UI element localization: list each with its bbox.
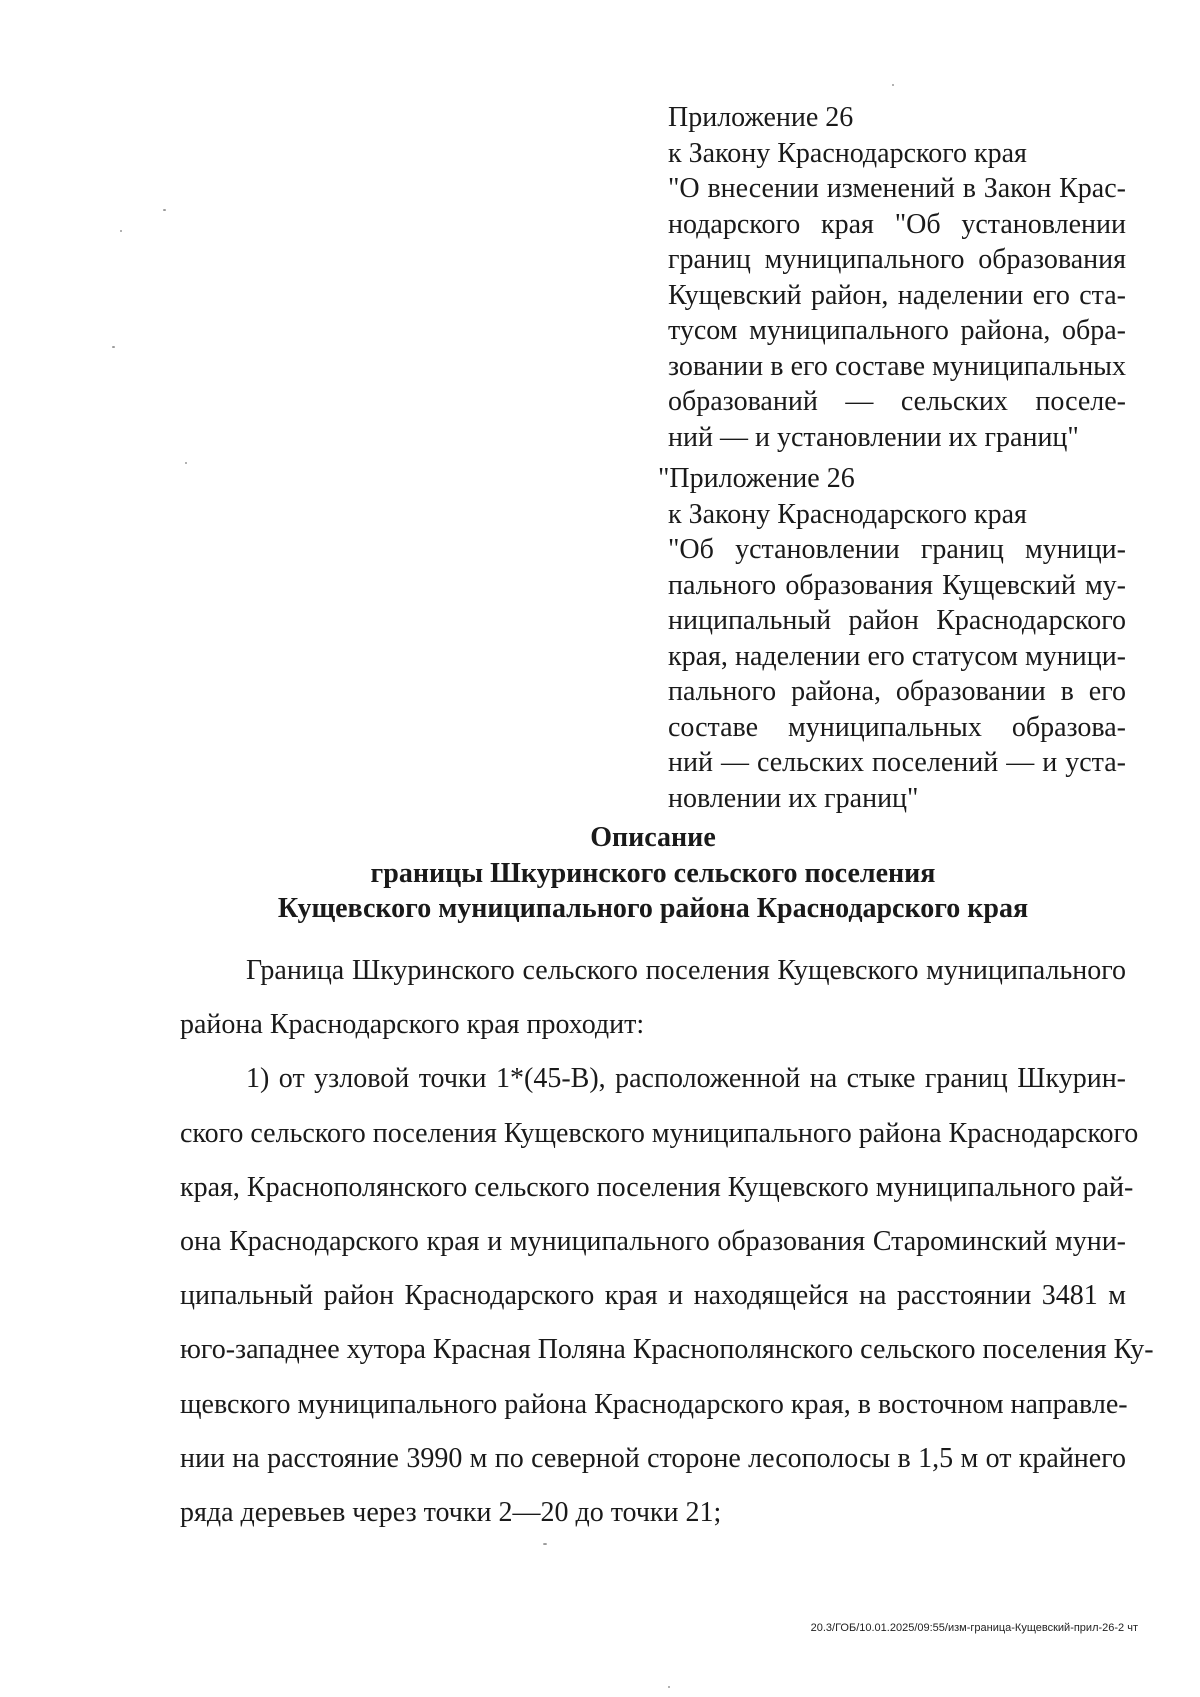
document-body bbox=[180, 944, 1154, 1540]
appendix-law-title-line: края, наделении его статусом муници- bbox=[668, 640, 1126, 672]
appendix-law-title-line: ний — сельских поселений — и уста- bbox=[668, 747, 1126, 778]
body-line: она Краснодарского края и муниципального образования Староминский муни- bbox=[180, 1226, 1126, 1258]
appendix-law-title-line: составе муниципальных образова- bbox=[668, 711, 1126, 743]
body-line: щевского муниципального района Краснодарского края, в восточном направле- bbox=[180, 1388, 1128, 1420]
title-line: Кущевского муниципального района Краснодарского края bbox=[277, 893, 1029, 924]
appendix-law-ref: к Закону Краснодарского края bbox=[668, 498, 1027, 530]
scan-speck bbox=[163, 209, 166, 211]
appendix-law-title-line: ний — и установлении их границ" bbox=[668, 421, 1079, 453]
appendix-law-title-line: новлении их границ" bbox=[668, 782, 919, 814]
appendix-law-title-line: границ муниципального образования bbox=[668, 244, 1126, 275]
title-line: Описание bbox=[590, 822, 716, 853]
appendix-header-previous bbox=[658, 461, 1126, 816]
appendix-law-ref: к Закону Краснодарского края bbox=[668, 137, 1027, 169]
body-line: нии на расстояние 3990 м по северной стороне лесополосы в 1,5 м от крайнего bbox=[180, 1442, 1126, 1474]
scan-speck bbox=[668, 1686, 670, 1688]
title-line: границы Шкуринского сельского поселения bbox=[370, 857, 936, 889]
appendix-law-title-line: нодарского края "Об установлении bbox=[668, 208, 1126, 240]
scan-speck bbox=[543, 1543, 547, 1545]
appendix-header-current bbox=[668, 100, 1126, 455]
appendix-law-title-line: тусом муниципального района, обра- bbox=[668, 315, 1126, 346]
body-line: ского сельского поселения Кущевского муниципального района Краснодарского bbox=[180, 1117, 1139, 1149]
appendix-law-title-line: зовании в его составе муниципальных bbox=[668, 350, 1126, 382]
scan-speck bbox=[120, 230, 122, 232]
document-title bbox=[180, 820, 1126, 927]
body-line: района Краснодарского края проходит: bbox=[180, 1009, 645, 1041]
appendix-law-title-line: ниципальный район Краснодарского bbox=[668, 605, 1126, 636]
body-line: края, Краснополянского сельского поселения Кущевского муниципального рай- bbox=[180, 1171, 1134, 1203]
appendix-number: Приложение 26 bbox=[668, 102, 854, 133]
scan-speck bbox=[892, 84, 894, 86]
appendix-law-title-line: пального района, образовании в его bbox=[668, 676, 1126, 707]
body-line: 1) от узловой точки 1*(45-В), расположенной на стыке границ Шкурин- bbox=[246, 1063, 1126, 1095]
file-stamp: 20.3/ГОБ/10.01.2025/09:55/изм-граница-Кущевский-прил-26-2 чт bbox=[810, 1622, 1138, 1634]
intro-paragraph bbox=[180, 944, 1126, 1052]
scan-speck bbox=[185, 462, 187, 464]
appendix-law-title-line: образований — сельских поселе- bbox=[668, 386, 1126, 417]
appendix-law-title-line: пального образования Кущевский му- bbox=[668, 569, 1126, 601]
appendix-law-title-line: "О внесении изменений в Закон Крас- bbox=[668, 173, 1126, 204]
appendix-law-title-line: "Об установлении границ муници- bbox=[668, 534, 1126, 565]
scan-speck bbox=[112, 346, 115, 348]
appendix-law-title-line: Кущевский район, наделении его ста- bbox=[668, 279, 1126, 311]
body-line: ципальный район Краснодарского края и находящейся на расстоянии 3481 м bbox=[180, 1280, 1126, 1312]
boundary-item-1 bbox=[180, 1052, 1154, 1540]
body-line: Граница Шкуринского сельского поселения Кущевского муниципального bbox=[246, 955, 1126, 986]
body-line: юго-западнее хутора Красная Поляна Краснополянского сельского поселения Ку- bbox=[180, 1334, 1154, 1366]
body-line: ряда деревьев через точки 2—20 до точки 21; bbox=[180, 1497, 722, 1529]
appendix-number: "Приложение 26 bbox=[658, 463, 855, 494]
